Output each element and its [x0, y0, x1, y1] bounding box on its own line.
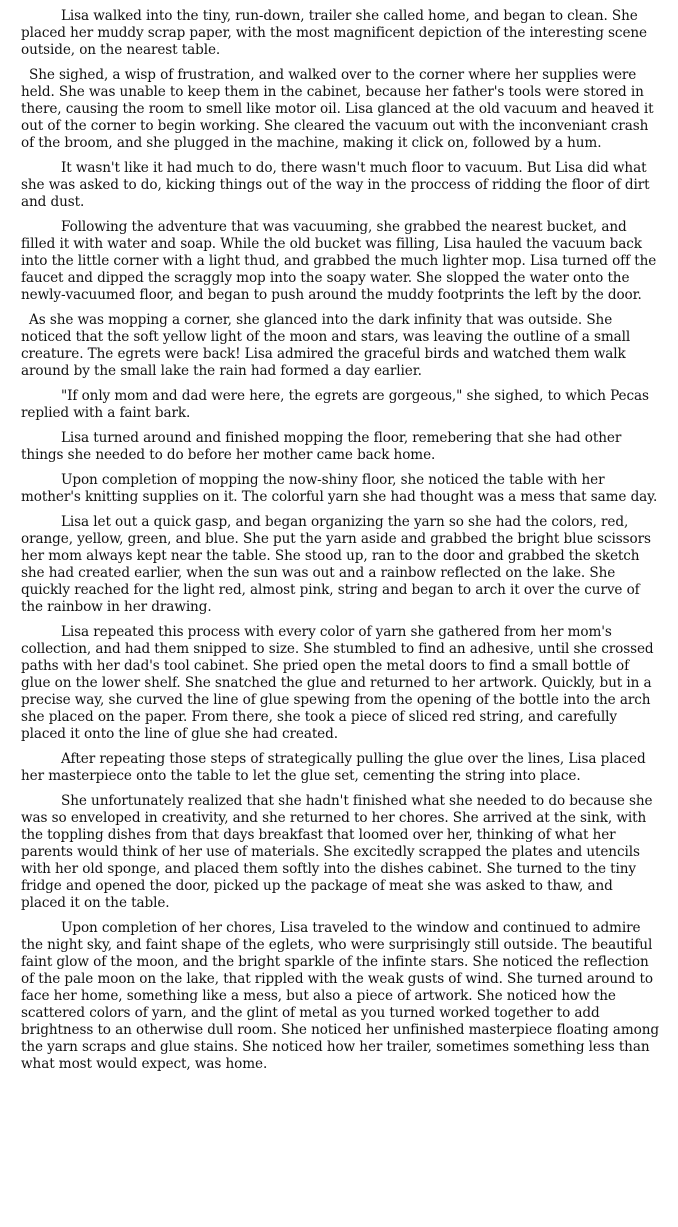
paragraph: "If only mom and dad were here, the egrets are gorgeous," she sighed, to which Pecas replied with a faint bark. — [21, 388, 649, 421]
paragraph: It wasn't like it had much to do, there wasn't much floor to vacuum. But Lisa did what she was asked to do, kicking things out of the way in the proccess of ridding the floor of dirt and dust. — [21, 160, 650, 210]
paragraph: Lisa repeated this process with every color of yarn she gathered from her mom's collection, and had them snipped to size. She stumbled to find an adhesive, until she crossed paths with her dad's tool cabinet. She pried open the metal doors to find a small bottle of glue on the lower shelf. She snatched the glue and returned to her artwork. Quickly, but in a precise way, she curved the line of glue spewing from the opening of the bottle into the arch she placed on the paper. From there, she took a piece of sliced red string, and carefully placed it onto the line of glue she had created. — [21, 624, 654, 742]
paragraph: After repeating those steps of strategically pulling the glue over the lines, Lisa placed her masterpiece onto the table to let the glue set, cementing the string into place. — [21, 751, 646, 784]
paragraph: Upon completion of mopping the now-shiny floor, she noticed the table with her mother's knitting supplies on it. The colorful yarn she had thought was a mess that same day. — [21, 472, 658, 505]
paragraph: Lisa let out a quick gasp, and began organizing the yarn so she had the colors, red, orange, yellow, green, and blue. She put the yarn aside and grabbed the bright blue scissors her mom always kept near the table. She stood up, ran to the door and grabbed the sketch she had created earlier, when the sun was out and a rainbow reflected on the lake. She quickly reached for the light red, almost pink, string and began to arch it over the curve of the rainbow in her drawing. — [21, 514, 651, 615]
document-body — [21, 8, 661, 1081]
paragraph: Lisa turned around and finished mopping the floor, remebering that she had other things she needed to do before her mother came back home. — [21, 430, 622, 463]
paragraph: She unfortunately realized that she hadn't finished what she needed to do because she was so enveloped in creativity, and she returned to her chores. She arrived at the sink, with the toppling dishes from that days breakfast that loomed over her, thinking of what her parents would think of her use of materials. She excitedly scrapped the plates and utencils with her old sponge, and placed them softly into the dishes cabinet. She turned to the tiny fridge and opened the door, picked up the package of meat she was asked to thaw, and placed it on the table. — [21, 793, 653, 911]
paragraph: Upon completion of her chores, Lisa traveled to the window and continued to admire the night sky, and faint shape of the eglets, who were surprisingly still outside. The beautiful faint glow of the moon, and the bright sparkle of the infinte stars. She noticed the reflection of the pale moon on the lake, that rippled with the weak gusts of wind. She turned around to face her home, something like a mess, but also a piece of artwork. She noticed how the scattered colors of yarn, and the glint of metal as you turned worked together to add brightness to an otherwise dull room. She noticed her unfinished masterpiece floating among the yarn scraps and glue stains. She noticed how her trailer, sometimes something less than what most would expect, was home. — [21, 920, 659, 1072]
paragraph: She sighed, a wisp of frustration, and walked over to the corner where her supplies were held. She was unable to keep them in the cabinet, because her father's tools were stored in there, causing the room to smell like motor oil. Lisa glanced at the old vacuum and heaved it out of the corner to begin working. She cleared the vacuum out with the inconveniant crash of the broom, and she plugged in the machine, making it click on, followed by a hum. — [21, 67, 654, 151]
paragraph: As she was mopping a corner, she glanced into the dark infinity that was outside. She noticed that the soft yellow light of the moon and stars, was leaving the outline of a small creature. The egrets were back! Lisa admired the graceful birds and watched them walk around by the small lake the rain had formed a day earlier. — [21, 312, 631, 379]
paragraph: Following the adventure that was vacuuming, she grabbed the nearest bucket, and filled it with water and soap. While the old bucket was filling, Lisa hauled the vacuum back into the little corner with a light thud, and grabbed the much lighter mop. Lisa turned off the faucet and dipped the scraggly mop into the soapy water. She slopped the water onto the newly-vacuumed floor, and began to push around the muddy footprints the left by the door. — [21, 219, 657, 303]
paragraph: Lisa walked into the tiny, run-down, trailer she called home, and began to clean. She placed her muddy scrap paper, with the most magnificent depiction of the interesting scene outside, on the nearest table. — [21, 8, 647, 58]
